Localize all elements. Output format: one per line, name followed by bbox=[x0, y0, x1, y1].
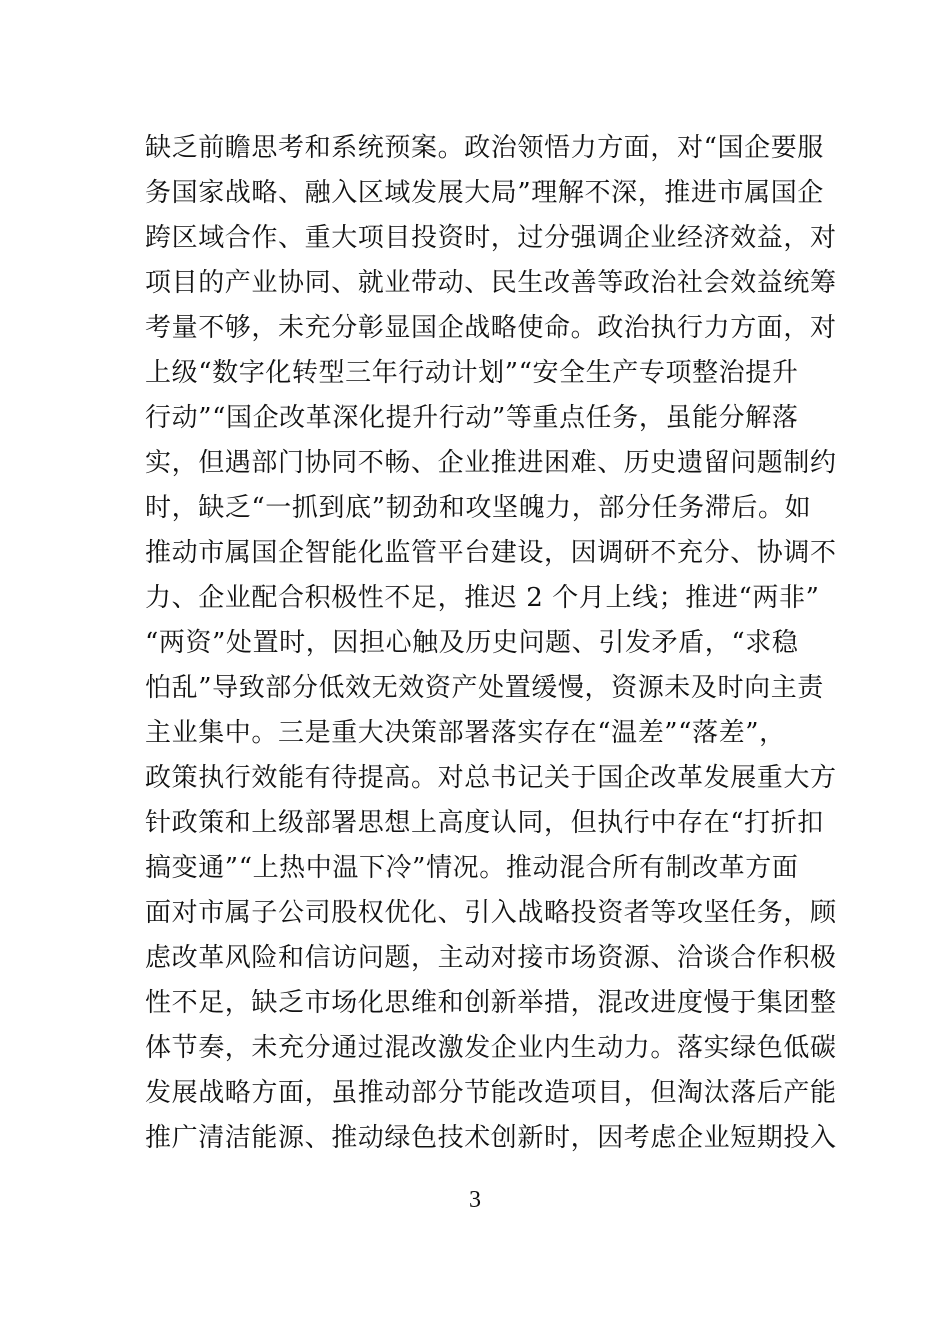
text-line: 怕乱”导致部分低效无效资产处置缓慢，资源未及时向主责 bbox=[145, 673, 824, 703]
text-line: 主业集中。三是重大决策部署落实存在“温差”“落差”， bbox=[145, 718, 786, 748]
text-line: 力、企业配合积极性不足，推迟 2 个月上线；推进“两非” bbox=[145, 583, 820, 613]
text-line: 实，但遇部门协同不畅、企业推进困难、历史遗留问题制约 bbox=[145, 448, 837, 478]
text-line: 推动市属国企智能化监管平台建设，因调研不充分、协调不 bbox=[145, 538, 837, 568]
text-line: 跨区域合作、重大项目投资时，过分强调企业经济效益，对 bbox=[145, 223, 837, 253]
text-line: 面对市属子公司股权优化、引入战略投资者等攻坚任务，顾 bbox=[145, 898, 837, 928]
text-line: 考量不够，未充分彰显国企战略使命。政治执行力方面，对 bbox=[145, 313, 837, 343]
text-line: 缺乏前瞻思考和系统预案。政治领悟力方面，对“国企要服 bbox=[145, 133, 824, 163]
text-line: 针政策和上级部署思想上高度认同，但执行中存在“打折扣 bbox=[145, 808, 824, 838]
text-line: 务国家战略、融入区域发展大局”理解不深，推进市属国企 bbox=[145, 178, 824, 208]
text-line: 行动”“国企改革深化提升行动”等重点任务，虽能分解落 bbox=[145, 403, 799, 433]
text-line: 发展战略方面，虽推动部分节能改造项目，但淘汰落后产能 bbox=[145, 1078, 837, 1108]
text-line: 上级“数字化转型三年行动计划”“安全生产专项整治提升 bbox=[145, 358, 799, 388]
text-line: “两资”处置时，因担心触及历史问题、引发矛盾，“求稳 bbox=[145, 628, 799, 658]
body-text bbox=[145, 126, 837, 1161]
text-line: 推广清洁能源、推动绿色技术创新时，因考虑企业短期投入 bbox=[145, 1123, 837, 1153]
text-line: 政策执行效能有待提高。对总书记关于国企改革发展重大方 bbox=[145, 763, 837, 793]
page-number: 3 bbox=[469, 1187, 481, 1213]
text-line: 体节奏，未充分通过混改激发企业内生动力。落实绿色低碳 bbox=[145, 1033, 837, 1063]
text-line: 虑改革风险和信访问题，主动对接市场资源、洽谈合作积极 bbox=[145, 943, 837, 973]
text-line: 搞变通”“上热中温下冷”情况。推动混合所有制改革方面 bbox=[145, 853, 799, 883]
text-line: 性不足，缺乏市场化思维和创新举措，混改进度慢于集团整 bbox=[145, 988, 837, 1018]
text-line: 时，缺乏“一抓到底”韧劲和攻坚魄力，部分任务滞后。如 bbox=[145, 493, 812, 523]
text-line: 项目的产业协同、就业带动、民生改善等政治社会效益统筹 bbox=[145, 268, 837, 298]
